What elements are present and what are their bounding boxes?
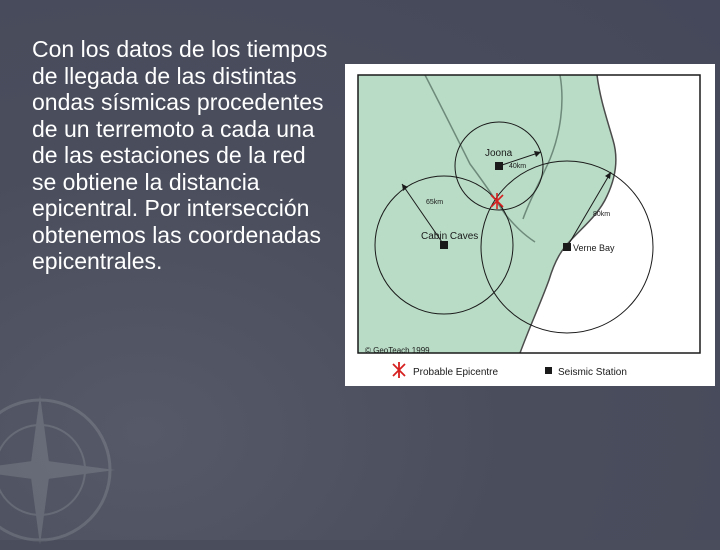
station-distance: 40km	[509, 163, 527, 170]
epicentre-map	[345, 64, 715, 386]
map-canvas	[345, 64, 715, 386]
legend-epicentre-label: Probable Epicentre	[413, 367, 499, 378]
station-icon	[495, 162, 503, 170]
station-distance: 65km	[426, 199, 444, 206]
station-distance: 80km	[593, 211, 611, 218]
body-text: Con los datos de los tiempos de llegada de las distintas ondas sísmicas procedentes de un terremoto a cada una de las estaciones de la red se obtiene la distancia epicentral. Por intersección obtenemos las coordenadas epicentrales.	[32, 36, 328, 274]
legend	[393, 362, 627, 378]
station-name: Joona	[485, 148, 513, 159]
station-name: Verne Bay	[573, 243, 615, 253]
legend-epicentre	[393, 362, 498, 378]
station-icon	[563, 243, 571, 251]
legend-station	[545, 367, 627, 378]
copyright-text: © GeoTeach 1999	[365, 346, 430, 355]
station-icon	[440, 241, 448, 249]
legend-station-label: Seismic Station	[558, 367, 627, 378]
station-icon	[545, 367, 552, 374]
map-area	[358, 75, 700, 353]
compass-decoration-icon	[0, 390, 120, 550]
station-name: Cabin Caves	[421, 231, 479, 242]
asterisk-icon	[393, 362, 405, 378]
